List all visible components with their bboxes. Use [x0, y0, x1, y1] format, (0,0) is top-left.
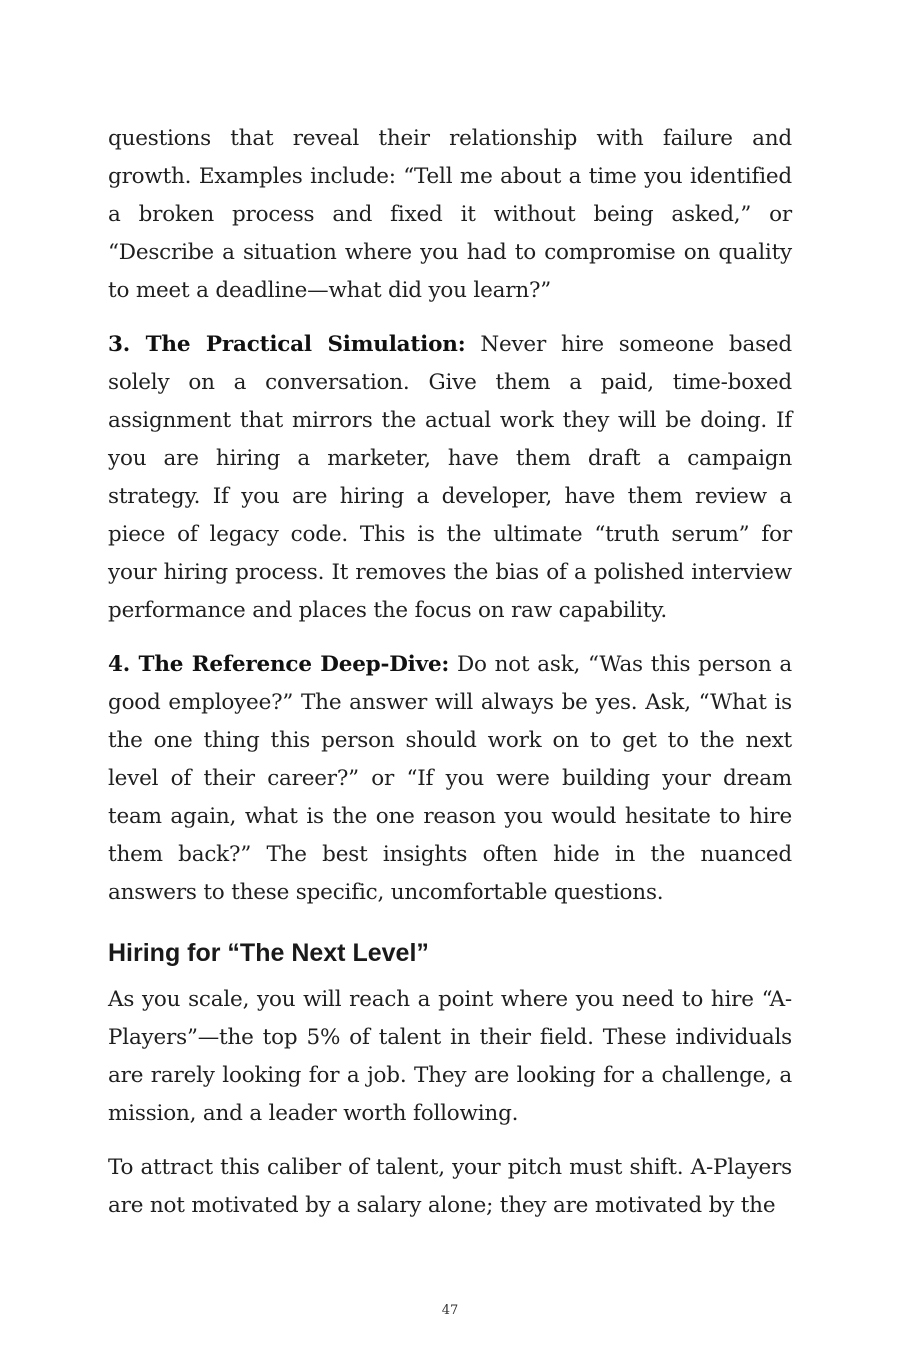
- section-heading: Hiring for “The Next Level”: [108, 939, 429, 967]
- paragraph-a-players: [108, 981, 792, 1133]
- paragraph-text: To attract this caliber of talent, your pitch must shift. A-Players are not motivated by a salary alone; they are motivated by the: [108, 1155, 792, 1218]
- paragraph-practical-simulation: [108, 326, 792, 630]
- paragraph-reference-deep-dive: [108, 646, 792, 912]
- paragraph-attract-talent: [108, 1149, 792, 1225]
- paragraph-text: Do not ask, “Was this person a good employee?” The answer will always be yes. Ask, “What is the one thing this person should work on to get to the next level of their career?” or “If you were building your dream team again, what is the one reason you would hesitate to hire them back?” The best insights often hide in the nuanced answers to these specific, uncomfortable questions.: [108, 652, 792, 905]
- paragraph-interview-questions: [108, 120, 792, 310]
- paragraph-text: Never hire someone based solely on a conversation. Give them a paid, time-boxed assignment that mirrors the actual work they will be doing. If you are hiring a marketer, have them draft a campaign strategy. If you are hiring a developer, have them review a piece of legacy code. This is the ultimate “truth serum” for your hiring process. It removes the bias of a polished interview performance and places the focus on raw capability.: [108, 332, 792, 623]
- paragraph-text: questions that reveal their relationship with failure and growth. Examples include: “Tell me about a time you identified a broken process and fixed it without being asked,” or “Describe a situation where you had to compromise on quality to meet a deadline—what did you learn?”: [108, 126, 792, 303]
- paragraph-lead-heading: 3. The Practical Simulation:: [108, 332, 466, 357]
- paragraph-text: As you scale, you will reach a point where you need to hire “A-Players”—the top 5% of talent in their field. These individuals are rarely looking for a job. They are looking for a challenge, a mission, and a leader worth following.: [108, 987, 792, 1126]
- page-number: 47: [441, 1303, 459, 1318]
- paragraph-lead-heading: 4. The Reference Deep-Dive:: [108, 652, 450, 677]
